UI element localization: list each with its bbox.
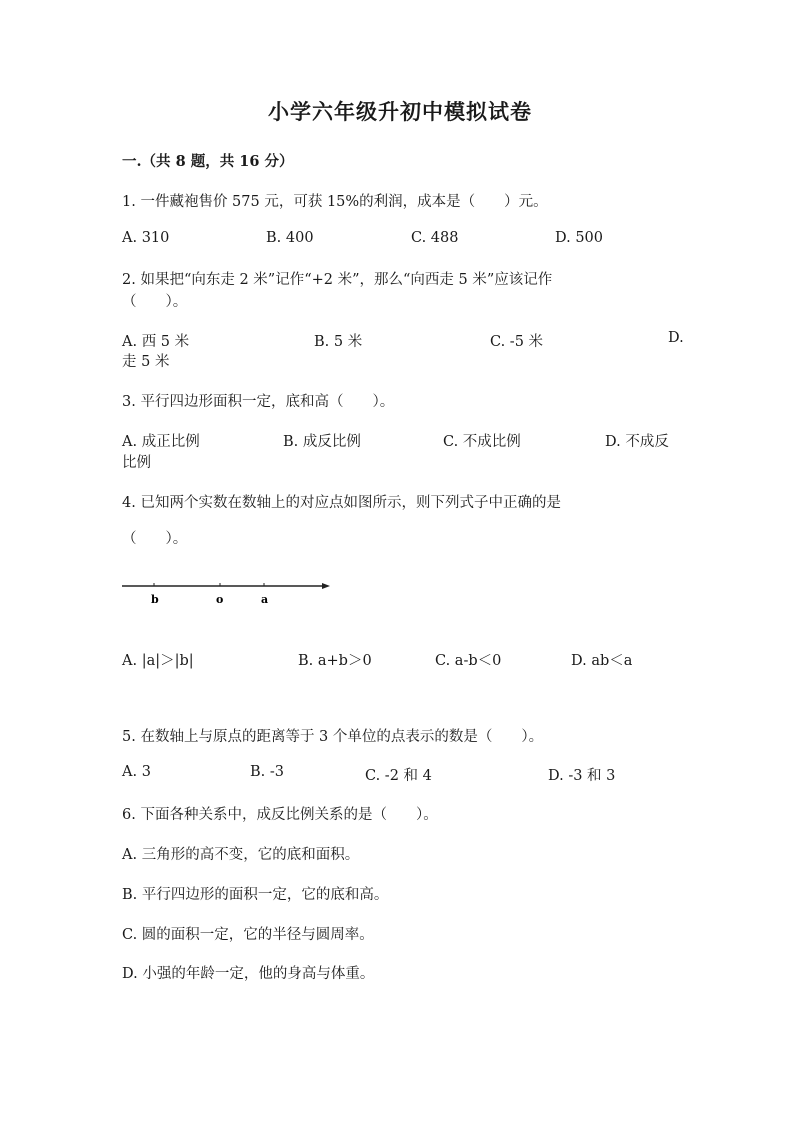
- question-4-option-d[interactable]: D. ab＜a: [571, 653, 633, 669]
- question-3-stem: 3. 平行四边形面积一定，底和高（ ）。: [122, 394, 395, 410]
- question-4-option-a[interactable]: A. |a|＞|b|: [122, 653, 194, 669]
- label-o: o: [216, 593, 224, 606]
- question-3-option-a[interactable]: A. 成正比例: [122, 434, 200, 450]
- question-2-option-c[interactable]: C. -5 米: [490, 334, 544, 350]
- question-1-option-b[interactable]: B. 400: [266, 230, 314, 246]
- question-4-option-c[interactable]: C. a-b＜0: [435, 653, 502, 669]
- question-3-option-d[interactable]: D. 不成反: [605, 434, 669, 450]
- question-5-option-b[interactable]: B. -3: [250, 764, 284, 780]
- number-line-arrow-icon: [322, 583, 330, 589]
- question-5-option-a[interactable]: A. 3: [122, 764, 151, 780]
- question-5-option-c[interactable]: C. -2 和 4: [365, 768, 432, 784]
- question-3-option-c[interactable]: C. 不成比例: [443, 434, 521, 450]
- question-2-option-a[interactable]: A. 西 5 米: [122, 334, 190, 350]
- page-title: 小学六年级升初中模拟试卷: [268, 99, 532, 124]
- question-1-option-d[interactable]: D. 500: [555, 230, 604, 246]
- question-6-option-d[interactable]: D. 小强的年龄一定，他的身高与体重。: [122, 966, 375, 982]
- question-6-stem: 6. 下面各种关系中，成反比例关系的是（ ）。: [122, 807, 438, 823]
- label-b: b: [151, 593, 159, 606]
- question-5-option-d[interactable]: D. -3 和 3: [548, 768, 616, 784]
- question-6-option-a[interactable]: A. 三角形的高不变，它的底和面积。: [122, 847, 360, 863]
- question-2-stem-line1: 2. 如果把“向东走 2 米”记作“+2 米”，那么“向西走 5 米”应该记作: [122, 272, 553, 288]
- question-2-stem-line2: （ ）。: [122, 294, 188, 310]
- question-3-option-b[interactable]: B. 成反比例: [283, 434, 361, 450]
- question-3-option-d-wrap: 比例: [122, 455, 151, 471]
- question-6-option-c[interactable]: C. 圆的面积一定，它的半径与圆周率。: [122, 927, 374, 943]
- question-4-stem-line2: （ ）。: [122, 531, 188, 547]
- question-1-option-c[interactable]: C. 488: [411, 230, 459, 246]
- question-2-option-d-wrap: 走 5 米: [122, 354, 170, 370]
- question-2-option-b[interactable]: B. 5 米: [314, 334, 363, 350]
- section-heading: 一.（共 8 题，共 16 分）: [122, 153, 294, 170]
- question-6-option-b[interactable]: B. 平行四边形的面积一定，它的底和高。: [122, 887, 389, 903]
- question-2-option-d[interactable]: D.: [668, 330, 684, 346]
- label-a: a: [261, 593, 269, 606]
- number-line-figure: [120, 574, 340, 610]
- question-5-stem: 5. 在数轴上与原点的距离等于 3 个单位的点表示的数是（ ）。: [122, 729, 544, 745]
- question-4-option-b[interactable]: B. a+b＞0: [298, 653, 372, 669]
- question-1-stem: 1. 一件藏袍售价 575 元，可获 15%的利润，成本是（ ）元。: [122, 194, 548, 210]
- question-1-option-a[interactable]: A. 310: [122, 230, 170, 246]
- question-4-stem-line1: 4. 已知两个实数在数轴上的对应点如图所示，则下列式子中正确的是: [122, 495, 561, 511]
